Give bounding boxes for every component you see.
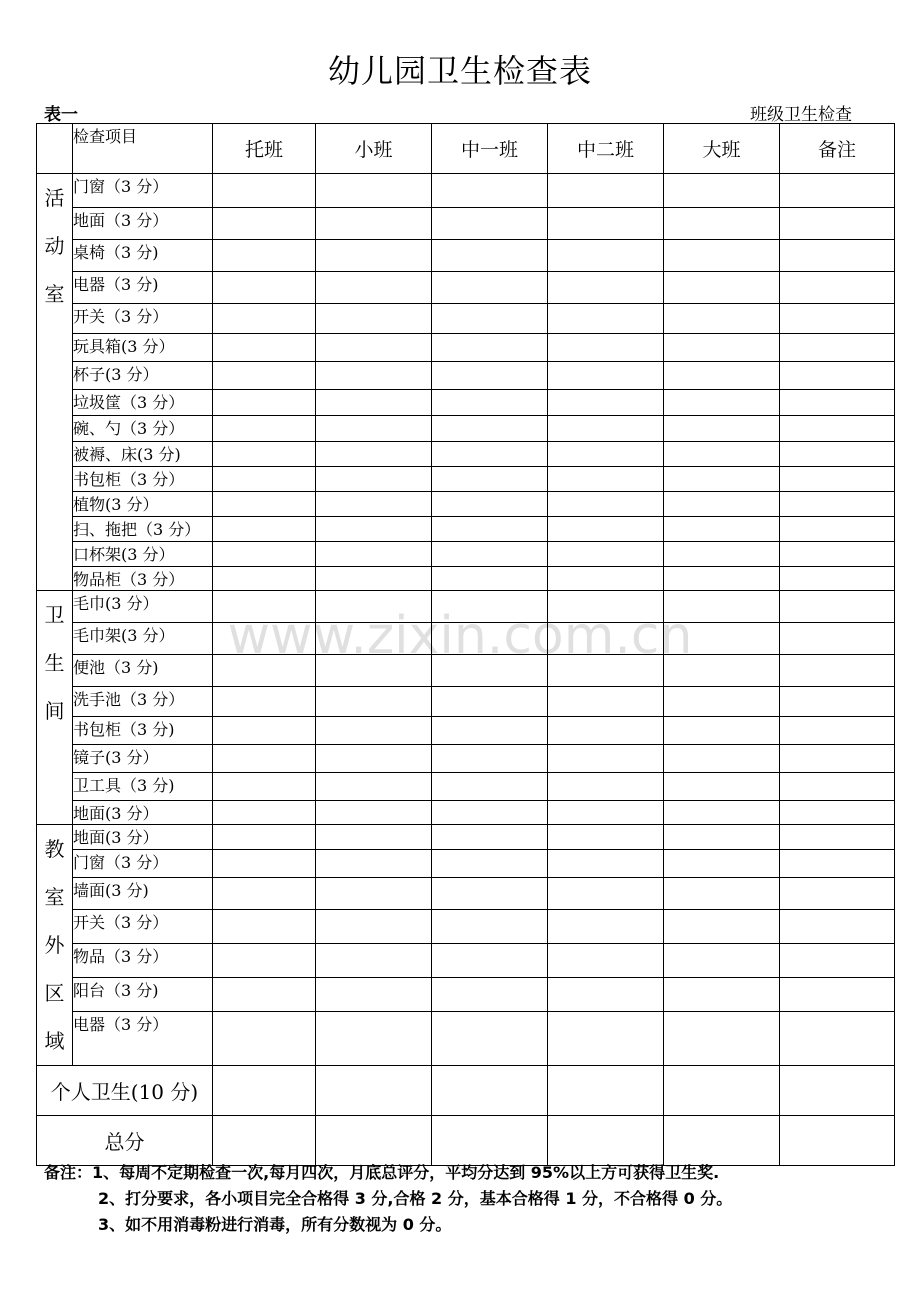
score-cell[interactable] — [664, 174, 780, 208]
score-cell[interactable] — [316, 390, 432, 416]
inspection-item: 墙面(3 分) — [73, 878, 213, 910]
score-cell[interactable] — [213, 240, 316, 272]
inspection-item: 玩具箱(3 分） — [73, 334, 213, 362]
inspection-item: 碗、勺（3 分） — [73, 416, 213, 442]
score-cell[interactable] — [780, 240, 895, 272]
score-cell[interactable] — [548, 745, 664, 773]
score-cell[interactable] — [316, 334, 432, 362]
table-row — [37, 334, 895, 362]
section-label-char: 教 — [44, 837, 65, 861]
score-cell[interactable] — [316, 467, 432, 492]
inspection-item: 地面(3 分） — [73, 801, 213, 825]
score-cell[interactable] — [664, 978, 780, 1012]
table-row — [37, 878, 895, 910]
table-row — [37, 542, 895, 567]
score-cell[interactable] — [664, 944, 780, 978]
score-cell[interactable] — [213, 334, 316, 362]
score-cell[interactable] — [432, 492, 548, 517]
table-row — [37, 655, 895, 687]
table-subtitle: 班级卫生检查 — [750, 105, 852, 125]
score-cell[interactable] — [780, 878, 895, 910]
score-cell[interactable] — [316, 623, 432, 655]
score-cell[interactable] — [664, 416, 780, 442]
table-row — [37, 825, 895, 850]
table-row — [37, 591, 895, 623]
header-row — [37, 124, 895, 174]
score-cell[interactable] — [548, 910, 664, 944]
table-row — [37, 272, 895, 304]
table-row — [37, 910, 895, 944]
score-cell[interactable] — [213, 390, 316, 416]
score-cell[interactable] — [213, 745, 316, 773]
score-cell[interactable] — [548, 850, 664, 878]
section-label-char: 生 — [44, 651, 65, 675]
section-label-char: 外 — [44, 933, 65, 957]
score-cell[interactable] — [780, 1066, 895, 1116]
score-cell[interactable] — [213, 208, 316, 240]
score-cell[interactable] — [432, 655, 548, 687]
score-cell[interactable] — [548, 591, 664, 623]
score-cell[interactable] — [780, 467, 895, 492]
score-cell[interactable] — [432, 773, 548, 801]
score-cell[interactable] — [316, 978, 432, 1012]
score-cell[interactable] — [316, 362, 432, 390]
score-cell[interactable] — [780, 304, 895, 334]
score-cell[interactable] — [432, 591, 548, 623]
table-row — [37, 850, 895, 878]
score-cell[interactable] — [316, 1116, 432, 1166]
column-header-xiaoban: 小班 — [316, 124, 432, 174]
score-cell[interactable] — [548, 390, 664, 416]
score-cell[interactable] — [316, 944, 432, 978]
inspection-item: 书包柜（3 分) — [73, 717, 213, 745]
score-cell[interactable] — [432, 717, 548, 745]
score-cell[interactable] — [780, 944, 895, 978]
score-cell[interactable] — [213, 825, 316, 850]
table-row — [37, 240, 895, 272]
section-label-char: 区 — [44, 981, 65, 1005]
inspection-item: 书包柜（3 分） — [73, 467, 213, 492]
table-row — [37, 745, 895, 773]
score-cell[interactable] — [548, 773, 664, 801]
score-cell[interactable] — [664, 591, 780, 623]
inspection-item: 毛巾架(3 分） — [73, 623, 213, 655]
section-label-char: 卫 — [44, 603, 65, 627]
inspection-item: 电器（3 分) — [73, 272, 213, 304]
score-cell[interactable] — [432, 825, 548, 850]
score-cell[interactable] — [548, 567, 664, 591]
score-cell[interactable] — [664, 717, 780, 745]
table-row — [37, 442, 895, 467]
score-cell[interactable] — [780, 1116, 895, 1166]
score-cell[interactable] — [664, 208, 780, 240]
score-cell[interactable] — [316, 492, 432, 517]
notes — [44, 1160, 732, 1238]
score-cell[interactable] — [664, 878, 780, 910]
score-cell[interactable] — [664, 825, 780, 850]
table-number: 表一 — [44, 105, 78, 125]
score-cell[interactable] — [316, 517, 432, 542]
table-row — [37, 208, 895, 240]
score-cell[interactable] — [213, 492, 316, 517]
inspection-table — [36, 123, 895, 1166]
score-cell[interactable] — [316, 567, 432, 591]
section-label — [37, 591, 73, 825]
inspection-item: 扫、拖把（3 分） — [73, 517, 213, 542]
score-cell[interactable] — [664, 542, 780, 567]
score-cell[interactable] — [548, 467, 664, 492]
score-cell[interactable] — [432, 517, 548, 542]
score-cell[interactable] — [664, 492, 780, 517]
score-cell[interactable] — [664, 910, 780, 944]
personal-hygiene-label: 个人卫生(10 分) — [37, 1066, 213, 1116]
section-label — [37, 825, 73, 1066]
score-cell[interactable] — [548, 362, 664, 390]
score-cell[interactable] — [432, 416, 548, 442]
score-cell[interactable] — [780, 517, 895, 542]
score-cell[interactable] — [780, 717, 895, 745]
inspection-item: 物品（3 分） — [73, 944, 213, 978]
score-cell[interactable] — [316, 542, 432, 567]
score-cell[interactable] — [432, 801, 548, 825]
score-cell[interactable] — [548, 542, 664, 567]
score-cell[interactable] — [780, 334, 895, 362]
score-cell[interactable] — [780, 910, 895, 944]
column-header-tuoban: 托班 — [213, 124, 316, 174]
score-cell[interactable] — [213, 517, 316, 542]
score-cell[interactable] — [213, 801, 316, 825]
inspection-item: 镜子(3 分） — [73, 745, 213, 773]
personal-hygiene-row — [37, 1066, 895, 1116]
inspection-item: 桌椅（3 分) — [73, 240, 213, 272]
score-cell[interactable] — [213, 687, 316, 717]
score-cell[interactable] — [316, 1012, 432, 1066]
score-cell[interactable] — [548, 944, 664, 978]
score-cell[interactable] — [780, 655, 895, 687]
watermark: www.zixin.com.cn — [227, 606, 693, 666]
score-cell[interactable] — [316, 825, 432, 850]
score-cell[interactable] — [548, 517, 664, 542]
score-cell[interactable] — [213, 773, 316, 801]
score-cell[interactable] — [548, 240, 664, 272]
note-line-1: 备注：1、每周不定期检查一次,每月四次，月底总评分，平均分达到 95%以上方可获得卫生奖. — [44, 1163, 720, 1182]
inspection-item: 阳台（3 分) — [73, 978, 213, 1012]
score-cell[interactable] — [664, 1012, 780, 1066]
inspection-item: 杯子(3 分） — [73, 362, 213, 390]
score-cell[interactable] — [316, 240, 432, 272]
score-cell[interactable] — [664, 240, 780, 272]
corner-cell — [37, 124, 73, 174]
score-cell[interactable] — [548, 334, 664, 362]
score-cell[interactable] — [780, 687, 895, 717]
score-cell[interactable] — [432, 978, 548, 1012]
score-cell[interactable] — [548, 272, 664, 304]
score-cell[interactable] — [316, 591, 432, 623]
score-cell[interactable] — [213, 467, 316, 492]
score-cell[interactable] — [432, 910, 548, 944]
score-cell[interactable] — [316, 442, 432, 467]
score-cell[interactable] — [780, 272, 895, 304]
table-row — [37, 362, 895, 390]
score-cell[interactable] — [213, 416, 316, 442]
score-cell[interactable] — [780, 825, 895, 850]
score-cell[interactable] — [664, 1066, 780, 1116]
score-cell[interactable] — [432, 442, 548, 467]
table-row — [37, 517, 895, 542]
inspection-item: 被褥、床(3 分) — [73, 442, 213, 467]
score-cell[interactable] — [213, 1066, 316, 1116]
score-cell[interactable] — [780, 390, 895, 416]
score-cell[interactable] — [780, 416, 895, 442]
score-cell[interactable] — [780, 442, 895, 467]
table-row — [37, 567, 895, 591]
inspection-item: 卫工具（3 分) — [73, 773, 213, 801]
inspection-item: 开关（3 分） — [73, 304, 213, 334]
score-cell[interactable] — [780, 567, 895, 591]
score-cell[interactable] — [432, 272, 548, 304]
score-cell[interactable] — [548, 1066, 664, 1116]
score-cell[interactable] — [548, 442, 664, 467]
score-cell[interactable] — [316, 850, 432, 878]
score-cell[interactable] — [548, 304, 664, 334]
score-cell[interactable] — [432, 1116, 548, 1166]
score-cell[interactable] — [213, 944, 316, 978]
score-cell[interactable] — [548, 208, 664, 240]
score-cell[interactable] — [432, 745, 548, 773]
page-title: 幼儿园卫生检查表 — [327, 52, 592, 90]
score-cell[interactable] — [213, 362, 316, 390]
inspection-item: 便池（3 分) — [73, 655, 213, 687]
table-row — [37, 467, 895, 492]
score-cell[interactable] — [432, 390, 548, 416]
score-cell[interactable] — [316, 416, 432, 442]
score-cell[interactable] — [213, 442, 316, 467]
score-cell[interactable] — [780, 850, 895, 878]
score-cell[interactable] — [664, 467, 780, 492]
score-cell[interactable] — [432, 567, 548, 591]
score-cell[interactable] — [664, 623, 780, 655]
score-cell[interactable] — [780, 745, 895, 773]
score-cell[interactable] — [780, 542, 895, 567]
inspection-item: 电器（3 分） — [73, 1012, 213, 1066]
section-label-char: 室 — [44, 282, 65, 306]
note-line-3: 3、如不用消毒粉进行消毒，所有分数视为 0 分。 — [98, 1215, 452, 1234]
score-cell[interactable] — [664, 655, 780, 687]
score-cell[interactable] — [432, 542, 548, 567]
score-cell[interactable] — [432, 362, 548, 390]
score-cell[interactable] — [548, 978, 664, 1012]
score-cell[interactable] — [664, 334, 780, 362]
score-cell[interactable] — [548, 1116, 664, 1166]
score-cell[interactable] — [664, 850, 780, 878]
score-cell[interactable] — [548, 623, 664, 655]
score-cell[interactable] — [664, 272, 780, 304]
total-label: 总分 — [37, 1116, 213, 1166]
score-cell[interactable] — [432, 944, 548, 978]
score-cell[interactable] — [316, 208, 432, 240]
table-row — [37, 304, 895, 334]
score-cell[interactable] — [548, 825, 664, 850]
score-cell[interactable] — [432, 174, 548, 208]
table-row — [37, 687, 895, 717]
score-cell[interactable] — [780, 773, 895, 801]
score-cell[interactable] — [213, 304, 316, 334]
score-cell[interactable] — [780, 801, 895, 825]
score-cell[interactable] — [548, 174, 664, 208]
item-column-header: 检查项目 — [73, 124, 213, 174]
score-cell[interactable] — [213, 623, 316, 655]
score-cell[interactable] — [316, 745, 432, 773]
score-cell[interactable] — [664, 1116, 780, 1166]
score-cell[interactable] — [548, 1012, 664, 1066]
section-label-char: 域 — [44, 1029, 65, 1053]
inspection-item: 物品柜（3 分） — [73, 567, 213, 591]
score-cell[interactable] — [548, 687, 664, 717]
score-cell[interactable] — [548, 878, 664, 910]
score-cell[interactable] — [316, 910, 432, 944]
score-cell[interactable] — [213, 717, 316, 745]
score-cell[interactable] — [548, 492, 664, 517]
score-cell[interactable] — [213, 542, 316, 567]
score-cell[interactable] — [432, 240, 548, 272]
score-cell[interactable] — [316, 878, 432, 910]
score-cell[interactable] — [664, 517, 780, 542]
score-cell[interactable] — [548, 717, 664, 745]
inspection-item: 洗手池（3 分） — [73, 687, 213, 717]
score-cell[interactable] — [432, 1012, 548, 1066]
table-row — [37, 801, 895, 825]
inspection-item: 地面(3 分） — [73, 825, 213, 850]
inspection-item: 门窗（3 分） — [73, 174, 213, 208]
section-label-char: 间 — [44, 699, 65, 723]
score-cell[interactable] — [432, 467, 548, 492]
score-cell[interactable] — [213, 978, 316, 1012]
section-label-char: 室 — [44, 885, 65, 909]
score-cell[interactable] — [316, 1066, 432, 1116]
table-row — [37, 416, 895, 442]
table-row — [37, 390, 895, 416]
score-cell[interactable] — [664, 442, 780, 467]
score-cell[interactable] — [780, 978, 895, 1012]
column-header-zhongyiban: 中一班 — [432, 124, 548, 174]
score-cell[interactable] — [316, 655, 432, 687]
table-row — [37, 174, 895, 208]
score-cell[interactable] — [664, 567, 780, 591]
score-cell[interactable] — [316, 717, 432, 745]
score-cell[interactable] — [780, 492, 895, 517]
table-row — [37, 492, 895, 517]
table-row — [37, 1012, 895, 1066]
table-row — [37, 717, 895, 745]
inspection-item: 口杯架(3 分） — [73, 542, 213, 567]
inspection-item: 地面（3 分） — [73, 208, 213, 240]
score-cell[interactable] — [432, 850, 548, 878]
score-cell[interactable] — [213, 1012, 316, 1066]
score-cell[interactable] — [213, 174, 316, 208]
score-cell[interactable] — [780, 174, 895, 208]
score-cell[interactable] — [432, 334, 548, 362]
score-cell[interactable] — [664, 773, 780, 801]
score-cell[interactable] — [213, 591, 316, 623]
section-label-char: 活 — [44, 186, 65, 210]
score-cell[interactable] — [432, 623, 548, 655]
table-row — [37, 623, 895, 655]
score-cell[interactable] — [213, 272, 316, 304]
score-cell[interactable] — [213, 1116, 316, 1166]
score-cell[interactable] — [780, 1012, 895, 1066]
score-cell[interactable] — [780, 362, 895, 390]
score-cell[interactable] — [664, 687, 780, 717]
score-cell[interactable] — [316, 272, 432, 304]
score-cell[interactable] — [213, 878, 316, 910]
score-cell[interactable] — [316, 773, 432, 801]
score-cell[interactable] — [316, 801, 432, 825]
score-cell[interactable] — [432, 1066, 548, 1116]
score-cell[interactable] — [780, 208, 895, 240]
score-cell[interactable] — [432, 208, 548, 240]
section-label-char: 动 — [44, 234, 65, 258]
score-cell[interactable] — [664, 801, 780, 825]
inspection-item: 垃圾筐（3 分） — [73, 390, 213, 416]
score-cell[interactable] — [432, 878, 548, 910]
score-cell[interactable] — [316, 174, 432, 208]
table-row — [37, 944, 895, 978]
inspection-item: 毛巾(3 分） — [73, 591, 213, 623]
score-cell[interactable] — [213, 567, 316, 591]
score-cell[interactable] — [316, 304, 432, 334]
score-cell[interactable] — [548, 416, 664, 442]
score-cell[interactable] — [780, 591, 895, 623]
score-cell[interactable] — [664, 362, 780, 390]
table-row — [37, 978, 895, 1012]
column-header-remarks: 备注 — [780, 124, 895, 174]
score-cell[interactable] — [213, 850, 316, 878]
score-cell[interactable] — [664, 390, 780, 416]
score-cell[interactable] — [213, 910, 316, 944]
score-cell[interactable] — [548, 801, 664, 825]
table-row — [37, 773, 895, 801]
score-cell[interactable] — [664, 304, 780, 334]
score-cell[interactable] — [780, 623, 895, 655]
score-cell[interactable] — [664, 745, 780, 773]
inspection-item: 开关（3 分） — [73, 910, 213, 944]
total-row — [37, 1116, 895, 1166]
column-header-daban: 大班 — [664, 124, 780, 174]
score-cell[interactable] — [213, 655, 316, 687]
inspection-item: 植物(3 分） — [73, 492, 213, 517]
score-cell[interactable] — [432, 304, 548, 334]
score-cell[interactable] — [548, 655, 664, 687]
note-line-2: 2、打分要求，各小项目完全合格得 3 分,合格 2 分，基本合格得 1 分，不合格得 0 分。 — [98, 1189, 733, 1208]
column-header-zhongerban: 中二班 — [548, 124, 664, 174]
inspection-item: 门窗（3 分） — [73, 850, 213, 878]
section-label — [37, 174, 73, 591]
score-cell[interactable] — [432, 687, 548, 717]
score-cell[interactable] — [316, 687, 432, 717]
